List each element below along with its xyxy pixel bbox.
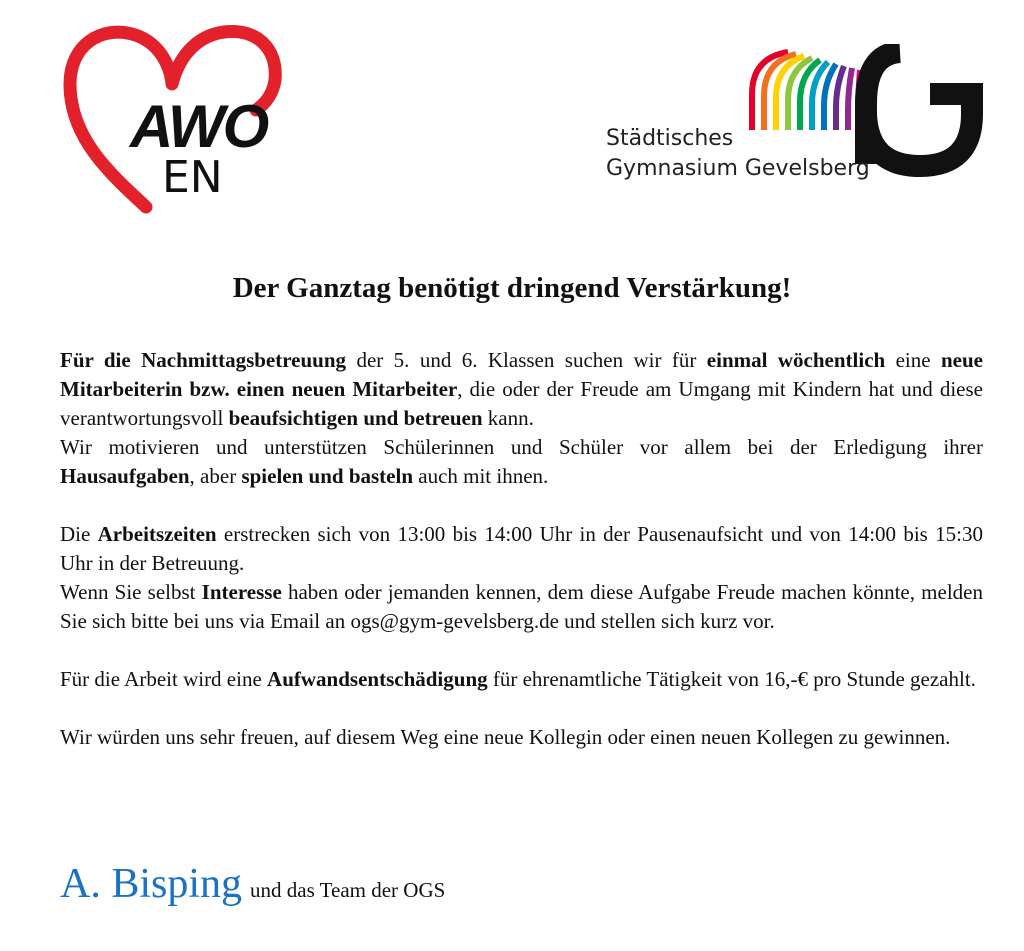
text: eine — [885, 348, 941, 372]
letter-body — [60, 346, 983, 781]
rainbow-arcs-icon — [752, 52, 860, 130]
text: , die oder der Freude am Umgang mit Kindern hat und diese verantwortungsvoll — [60, 377, 983, 430]
text: für ehrenamtliche Tätigkeit von 16,-€ pro Stunde gezahlt. — [487, 667, 976, 691]
awo-logo-subtext: EN — [162, 152, 223, 203]
school-name — [606, 124, 870, 184]
paragraph-1 — [60, 346, 983, 491]
text: Wir würden uns sehr freuen, auf diesem Weg eine neue Kollegin oder einen neuen Kollegen zu gewinnen. — [60, 725, 951, 749]
bold-text: Für die Nachmittagsbetreuung — [60, 348, 347, 372]
text: kann. — [482, 406, 534, 430]
paragraph-2 — [60, 520, 983, 636]
text: Wir motivieren und unterstützen Schülerinnen und Schüler vor allem bei der Erledigung ihrer — [60, 435, 983, 459]
page-title: Der Ganztag benötigt dringend Verstärkung! — [232, 272, 792, 304]
bold-text: einmal wöchentlich — [706, 348, 886, 372]
awo-logo-text: AWO — [130, 93, 268, 160]
bold-text: Hausaufgaben — [60, 464, 190, 488]
paragraph-4 — [60, 723, 983, 752]
text: erstrecken sich von 13:00 bis 14:00 Uhr in der Pausenaufsicht und von 14:00 bis 15:30 Uhr in der Betreuung. — [60, 522, 983, 575]
text: haben oder jemanden kennen, dem diese Aufgabe Freude machen könnte, melden Sie sich bitte bei uns via Email an ogs@gym-gevelsberg.de und stellen sich kurz vor. — [60, 580, 983, 633]
awo-logo — [60, 22, 290, 217]
bold-text: neue Mitarbeiterin bzw. einen neuen Mitarbeiter — [60, 348, 983, 401]
signature-name: A. Bisping — [60, 861, 243, 907]
text: Für die Arbeit wird eine — [60, 667, 268, 691]
signature — [60, 860, 445, 908]
paragraph-3 — [60, 665, 983, 694]
bold-text: beaufsichtigen und betreuen — [228, 406, 483, 430]
text: , aber — [189, 464, 242, 488]
text: Wenn Sie selbst — [60, 580, 202, 604]
bold-text: spielen und basteln — [241, 464, 413, 488]
bold-text: Arbeitszeiten — [97, 522, 217, 546]
signature-team: und das Team der OGS — [250, 878, 446, 902]
school-name-line1: Städtisches — [606, 126, 734, 151]
school-name-line2: Gymnasium Gevelsberg — [606, 156, 870, 181]
text: der 5. und 6. Klassen suchen wir für — [346, 348, 707, 372]
text: auch mit ihnen. — [413, 464, 549, 488]
text: Die — [60, 522, 98, 546]
bold-text: Aufwandsentschädigung — [267, 667, 488, 691]
bold-text: Interesse — [201, 580, 282, 604]
